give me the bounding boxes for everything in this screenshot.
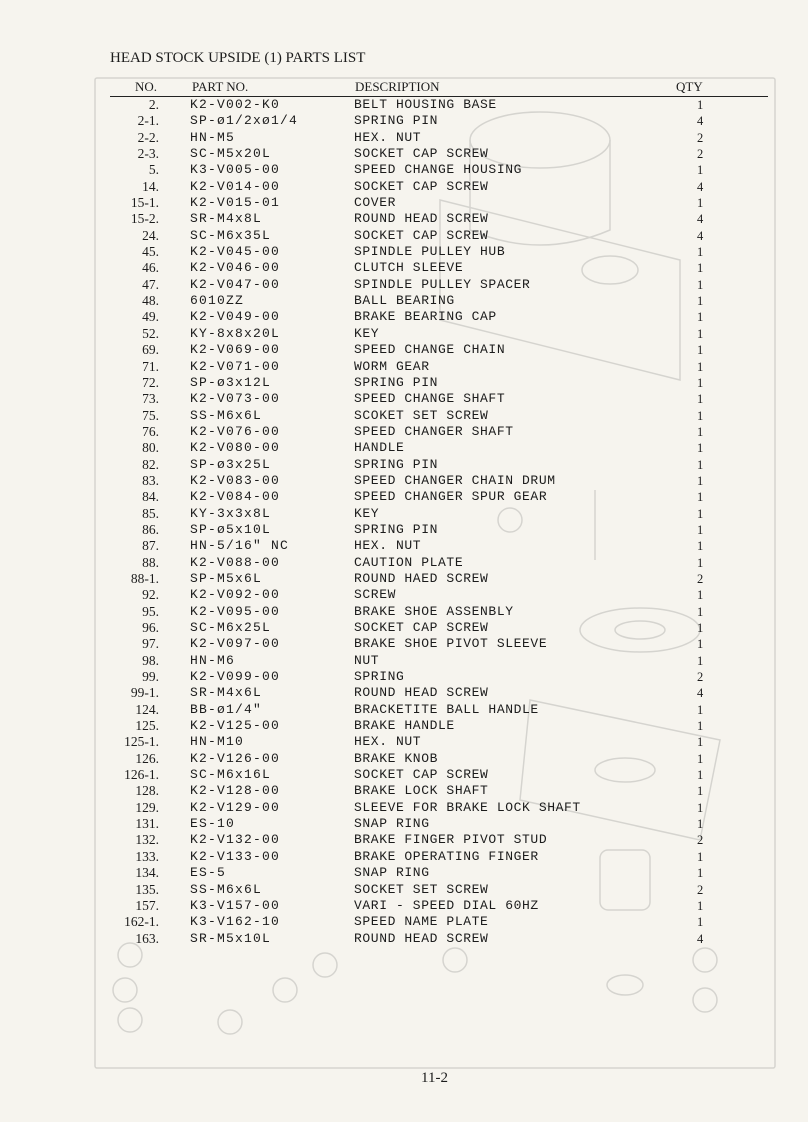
table-row [0,767,808,783]
table-row [0,473,808,489]
part-description: HANDLE [354,440,405,456]
part-description: SPRING PIN [354,113,439,129]
quantity: 1 [697,163,704,178]
part-number: SC-M6x35L [190,227,272,243]
part-description: ROUND HEAD SCREW [354,685,489,701]
part-number: K2-V015-01 [190,195,281,211]
row-number: 84. [142,489,159,505]
table-row [0,636,808,652]
quantity: 1 [697,800,704,815]
part-number: ES-5 [190,865,227,881]
column-header-qty: QTY [676,79,703,94]
table-row [0,293,808,309]
part-description: BRAKE HANDLE [354,718,455,734]
part-description: SCREW [354,587,397,603]
part-description: ROUND HEAD SCREW [354,930,489,946]
column-header-part-no: PART NO. [192,79,249,94]
table-row [0,424,808,440]
table-row [0,391,808,407]
page-number: 11-2 [421,1070,448,1086]
quantity: 1 [697,719,704,734]
part-description: BELT HOUSING BASE [354,97,497,112]
row-number: 5. [148,162,159,178]
part-number: SP-ø3x12L [190,374,272,390]
part-number: K2-V069-00 [190,342,281,358]
quantity: 1 [697,866,704,881]
part-description: SPEED NAME PLATE [354,914,489,930]
part-number: SR-M5x10L [190,930,272,946]
row-number: 52. [142,325,159,341]
part-number: SP-ø5x10L [190,521,272,537]
quantity: 1 [697,424,704,439]
table-row [0,326,808,342]
table-row [0,211,808,227]
page-title: HEAD STOCK UPSIDE (1) PARTS LIST [110,50,366,66]
quantity: 1 [697,277,704,292]
part-description: SLEEVE FOR BRAKE LOCK SHAFT [354,799,581,815]
row-number: 134. [135,865,159,881]
quantity: 1 [697,294,704,309]
table-row [0,898,808,914]
row-number: 125-1. [124,734,159,750]
row-number: 87. [142,538,159,554]
part-number: SR-M4x6L [190,685,263,701]
part-description: SOCKET CAP SCREW [354,227,489,243]
quantity: 1 [697,784,704,799]
table-row [0,685,808,701]
row-number: 76. [142,423,159,439]
row-number: 14. [142,178,159,194]
part-description: KEY [354,325,380,341]
row-number: 2. [148,97,159,112]
part-description: SPRING [354,669,405,685]
row-number: 95. [142,603,159,619]
quantity: 1 [697,735,704,750]
table-row [0,506,808,522]
part-number: SC-M6x16L [190,767,272,783]
quantity: 2 [697,833,704,848]
table-row [0,587,808,603]
table-row [0,571,808,587]
part-description: WORM GEAR [354,358,430,374]
part-description: SPINDLE PULLEY HUB [354,244,506,260]
quantity: 1 [697,359,704,374]
part-number: K3-V005-00 [190,162,281,178]
parts-table [0,97,808,947]
part-number: K2-V129-00 [190,799,281,815]
table-row [0,865,808,881]
quantity: 1 [697,898,704,913]
row-number: 86. [142,521,159,537]
part-number: K2-V045-00 [190,244,281,260]
quantity: 1 [697,261,704,276]
quantity: 1 [697,326,704,341]
quantity: 4 [697,931,704,946]
quantity: 1 [697,604,704,619]
row-number: 126-1. [124,767,159,783]
quantity: 1 [697,539,704,554]
row-number: 85. [142,505,159,521]
row-number: 98. [142,652,159,668]
part-description: SCOKET SET SCREW [354,407,489,423]
table-row [0,130,808,146]
table-row [0,751,808,767]
part-description: SPEED CHANGE HOUSING [354,162,523,178]
part-number: HN-M10 [190,734,245,750]
table-row [0,931,808,947]
part-description: SOCKET CAP SCREW [354,178,489,194]
quantity: 1 [697,441,704,456]
part-number: K2-V046-00 [190,260,281,276]
quantity: 1 [697,375,704,390]
row-number: 46. [142,260,159,276]
part-number: K2-V125-00 [190,718,281,734]
quantity: 2 [697,571,704,586]
part-description: SPEED CHANGE CHAIN [354,342,506,358]
part-number: K2-V099-00 [190,669,281,685]
quantity: 1 [697,392,704,407]
part-number: K2-V014-00 [190,178,281,194]
quantity: 1 [697,915,704,930]
table-row [0,816,808,832]
row-number: 163. [135,930,159,946]
quantity: 2 [697,670,704,685]
row-number: 132. [135,832,159,848]
part-description: BRAKE OPERATING FINGER [354,848,539,864]
part-description: CLUTCH SLEEVE [354,260,464,276]
table-row [0,457,808,473]
part-number: K2-V076-00 [190,423,281,439]
part-description: SOCKET CAP SCREW [354,620,489,635]
quantity: 1 [697,196,704,211]
part-description: SPINDLE PULLEY SPACER [354,276,531,292]
table-row [0,522,808,538]
table-row [0,882,808,898]
part-description: SOCKET SET SCREW [354,881,489,897]
row-number: 88-1. [130,570,159,586]
part-number: K2-V073-00 [190,391,281,407]
row-number: 126. [135,750,159,766]
row-number: 162-1. [124,914,159,930]
part-number: ES-10 [190,816,236,832]
part-description: SNAP RING [354,816,430,832]
part-number: K2-V133-00 [190,848,281,864]
quantity: 4 [697,686,704,701]
part-description: COVER [354,195,397,211]
row-number: 73. [142,391,159,407]
part-description: BRACKETITE BALL HANDLE [354,701,539,717]
row-number: 71. [142,358,159,374]
row-number: 131. [135,816,159,832]
part-description: KEY [354,505,380,521]
part-number: K2-V092-00 [190,587,281,603]
row-number: 24. [142,227,159,243]
part-description: HEX. NUT [354,734,422,750]
quantity: 2 [697,882,704,897]
part-description: BALL BEARING [354,293,455,309]
quantity: 1 [697,310,704,325]
table-row [0,669,808,685]
part-description: BRAKE KNOB [354,750,439,766]
part-number: 6010ZZ [190,293,245,309]
table-row [0,555,808,571]
table-row [0,849,808,865]
table-row [0,620,808,636]
table-row [0,309,808,325]
part-number: K2-V047-00 [190,276,281,292]
table-row [0,228,808,244]
quantity: 1 [697,408,704,423]
part-number: K2-V084-00 [190,489,281,505]
quantity: 4 [697,212,704,227]
row-number: 125. [135,718,159,734]
table-row [0,489,808,505]
row-number: 96. [142,620,159,635]
table-row [0,734,808,750]
table-row [0,702,808,718]
quantity: 4 [697,179,704,194]
part-number: SS-M6x6L [190,407,263,423]
table-row [0,783,808,799]
row-number: 2-2. [137,129,159,145]
table-row [0,375,808,391]
part-description: BRAKE BEARING CAP [354,309,497,325]
table-row [0,408,808,424]
row-number: 133. [135,848,159,864]
quantity: 1 [697,245,704,260]
table-row [0,260,808,276]
part-number: BB-ø1/4" [190,701,263,717]
part-description: ROUND HEAD SCREW [354,211,489,227]
quantity: 1 [697,653,704,668]
row-number: 128. [135,783,159,799]
row-number: 47. [142,276,159,292]
part-number: SC-M5x20L [190,146,272,162]
part-number: HN-5/16" NC [190,538,290,554]
part-number: K2-V080-00 [190,440,281,456]
table-row [0,342,808,358]
part-description: HEX. NUT [354,129,422,145]
quantity: 1 [697,817,704,832]
part-description: HEX. NUT [354,538,422,554]
table-row [0,97,808,113]
part-description: SPEED CHANGER CHAIN DRUM [354,472,556,488]
table-row [0,800,808,816]
part-number: K2-V128-00 [190,783,281,799]
table-row [0,832,808,848]
quantity: 1 [697,588,704,603]
row-number: 15-2. [130,211,159,227]
table-row [0,277,808,293]
part-description: SNAP RING [354,865,430,881]
quantity: 1 [697,490,704,505]
part-description: BRAKE SHOE ASSENBLY [354,603,514,619]
part-number: K2-V083-00 [190,472,281,488]
column-header-description: DESCRIPTION [355,79,440,94]
table-row [0,359,808,375]
part-description: BRAKE FINGER PIVOT STUD [354,832,548,848]
row-number: 88. [142,554,159,570]
part-description: SOCKET CAP SCREW [354,146,489,162]
part-number: K2-V071-00 [190,358,281,374]
table-row [0,538,808,554]
quantity: 2 [697,130,704,145]
quantity: 4 [697,114,704,129]
part-number: SP-ø3x25L [190,456,272,472]
table-row [0,113,808,129]
row-number: 135. [135,881,159,897]
row-number: 99-1. [130,685,159,701]
part-number: K2-V097-00 [190,636,281,652]
row-number: 72. [142,374,159,390]
quantity: 1 [697,849,704,864]
part-description: SPRING PIN [354,456,439,472]
table-row [0,718,808,734]
table-row [0,604,808,620]
quantity: 1 [697,98,704,112]
quantity: 1 [697,506,704,521]
row-number: 97. [142,636,159,652]
part-number: KY-3x3x8L [190,505,272,521]
part-number: HN-M6 [190,652,236,668]
row-number: 83. [142,472,159,488]
row-number: 80. [142,440,159,456]
part-description: BRAKE LOCK SHAFT [354,783,489,799]
quantity: 1 [697,702,704,717]
part-description: SPRING PIN [354,374,439,390]
row-number: 75. [142,407,159,423]
quantity: 1 [697,637,704,652]
table-row [0,244,808,260]
quantity: 4 [697,228,704,243]
row-number: 92. [142,587,159,603]
part-number: SP-M5x6L [190,570,263,586]
quantity: 1 [697,751,704,766]
part-number: SC-M6x25L [190,620,272,635]
part-number: K2-V088-00 [190,554,281,570]
table-row [0,653,808,669]
row-number: 2-1. [137,113,159,129]
quantity: 1 [697,522,704,537]
row-number: 157. [135,897,159,913]
row-number: 48. [142,293,159,309]
quantity: 2 [697,147,704,162]
part-number: K2-V126-00 [190,750,281,766]
quantity: 1 [697,768,704,783]
part-number: SR-M4x8L [190,211,263,227]
part-description: SPEED CHANGER SPUR GEAR [354,489,548,505]
table-row [0,914,808,930]
row-number: 124. [135,701,159,717]
row-number: 49. [142,309,159,325]
table-row [0,195,808,211]
part-description: SPRING PIN [354,521,439,537]
part-number: K2-V002-K0 [190,97,281,112]
row-number: 99. [142,669,159,685]
quantity: 1 [697,555,704,570]
part-number: K2-V049-00 [190,309,281,325]
part-number: HN-M5 [190,129,236,145]
part-number: K2-V095-00 [190,603,281,619]
row-number: 2-3. [137,146,159,162]
row-number: 69. [142,342,159,358]
part-number: K2-V132-00 [190,832,281,848]
table-row [0,146,808,162]
table-row [0,162,808,178]
quantity: 1 [697,621,704,635]
column-header-no: NO. [135,79,158,94]
row-number: 45. [142,244,159,260]
row-number: 15-1. [130,195,159,211]
part-description: SPEED CHANGER SHAFT [354,423,514,439]
part-description: SOCKET CAP SCREW [354,767,489,783]
part-description: CAUTION PLATE [354,554,464,570]
part-number: K3-V162-10 [190,914,281,930]
part-number: K3-V157-00 [190,897,281,913]
part-number: SS-M6x6L [190,881,263,897]
part-description: BRAKE SHOE PIVOT SLEEVE [354,636,548,652]
quantity: 1 [697,473,704,488]
part-description: VARI - SPEED DIAL 60HZ [354,897,539,913]
row-number: 129. [135,799,159,815]
quantity: 1 [697,343,704,358]
part-description: SPEED CHANGE SHAFT [354,391,506,407]
row-number: 82. [142,456,159,472]
part-number: KY-8x8x20L [190,325,281,341]
table-row [0,440,808,456]
part-description: NUT [354,652,380,668]
quantity: 1 [697,457,704,472]
part-description: ROUND HAED SCREW [354,570,489,586]
part-number: SP-ø1/2xø1/4 [190,113,299,129]
table-row [0,179,808,195]
